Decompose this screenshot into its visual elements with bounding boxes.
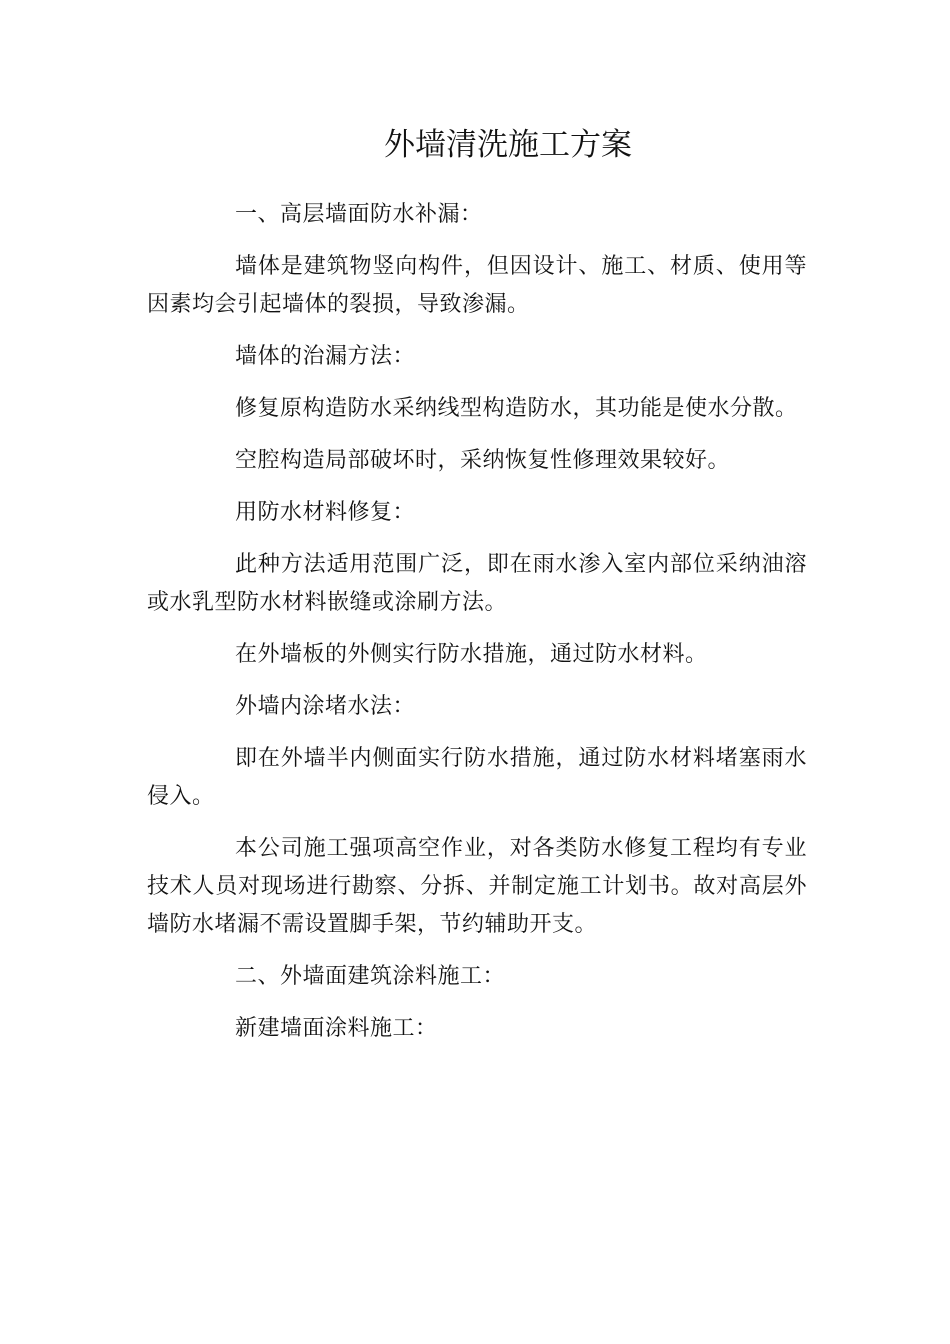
paragraph: 即在外墙半内侧面实行防水措施，通过防水材料堵塞雨水侵入。 — [147, 746, 807, 809]
subheading-inner-coating: 外墙内涂堵水法： — [235, 694, 416, 719]
section-heading-waterproofing: 一、高层墙面防水补漏： — [235, 202, 483, 227]
paragraph: 本公司施工强项高空作业，对各类防水修复工程均有专业技术人员对现场进行勘察、分拆、并制定施工计划书。故对高层外墙防水堵漏不需设置脚手架，节约辅助开支。 — [147, 836, 807, 937]
paragraph: 空腔构造局部破坏时，采纳恢复性修理效果较好。 — [235, 448, 731, 473]
document-body — [147, 196, 807, 1062]
document-title: 外墙清洗施工方案 — [384, 127, 632, 163]
subheading-leak-methods: 墙体的治漏方法： — [235, 344, 416, 369]
subheading-new-wall-coating: 新建墙面涂料施工： — [235, 1016, 438, 1041]
paragraph: 此种方法适用范围广泛，即在雨水渗入室内部位采纳油溶或水乳型防水材料嵌缝或涂刷方法。 — [147, 552, 807, 615]
section-heading-coating: 二、外墙面建筑涂料施工： — [235, 964, 506, 989]
paragraph: 修复原构造防水采纳线型构造防水，其功能是使水分散。 — [235, 396, 798, 421]
paragraph: 墙体是建筑物竖向构件，但因设计、施工、材质、使用等因素均会引起墙体的裂损，导致渗漏。 — [147, 254, 807, 317]
paragraph: 在外墙板的外侧实行防水措施，通过防水材料。 — [235, 642, 708, 667]
subheading-material-repair: 用防水材料修复： — [235, 500, 416, 525]
